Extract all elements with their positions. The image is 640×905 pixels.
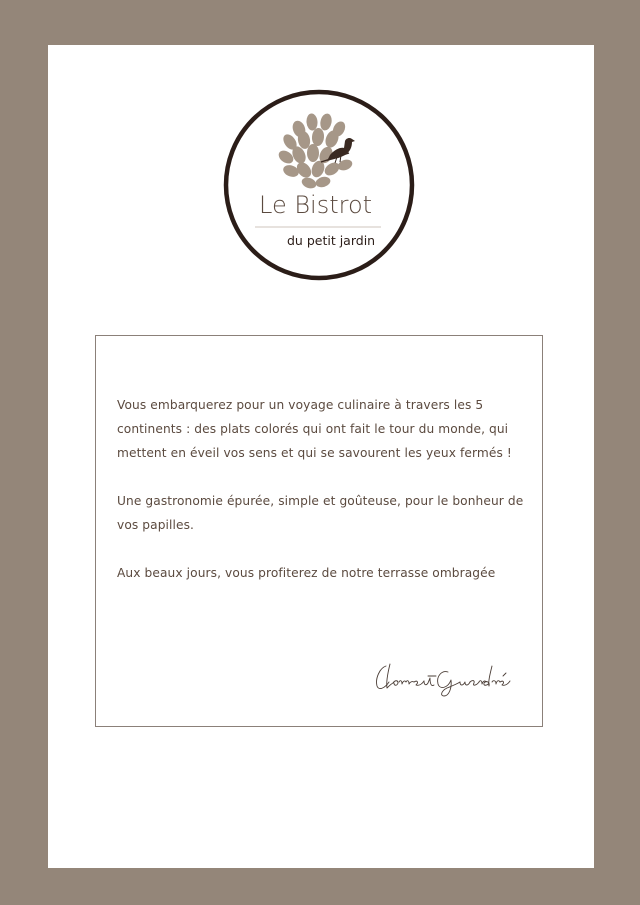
document-page (48, 45, 594, 868)
logo-subtitle: du petit jardin (287, 233, 376, 248)
paragraph-2: Une gastronomie épurée, simple et goûteuse, pour le bonheur de vos papilles. (117, 494, 524, 532)
body-text (117, 393, 527, 609)
handwritten-signature (372, 658, 516, 698)
bistrot-logo (223, 89, 415, 281)
paragraph-3: Aux beaux jours, vous profiterez de notre terrasse ombragée (117, 566, 496, 580)
logo-emblem (223, 89, 415, 281)
text-frame (95, 335, 543, 727)
paragraph-1: Vous embarquerez pour un voyage culinaire à travers les 5 continents : des plats colorés qui ont fait le tour du monde, qui mettent en éveil vos sens et qui se savourent les yeux fermés ! (117, 398, 512, 460)
logo-title: Le Bistrot (259, 191, 373, 219)
